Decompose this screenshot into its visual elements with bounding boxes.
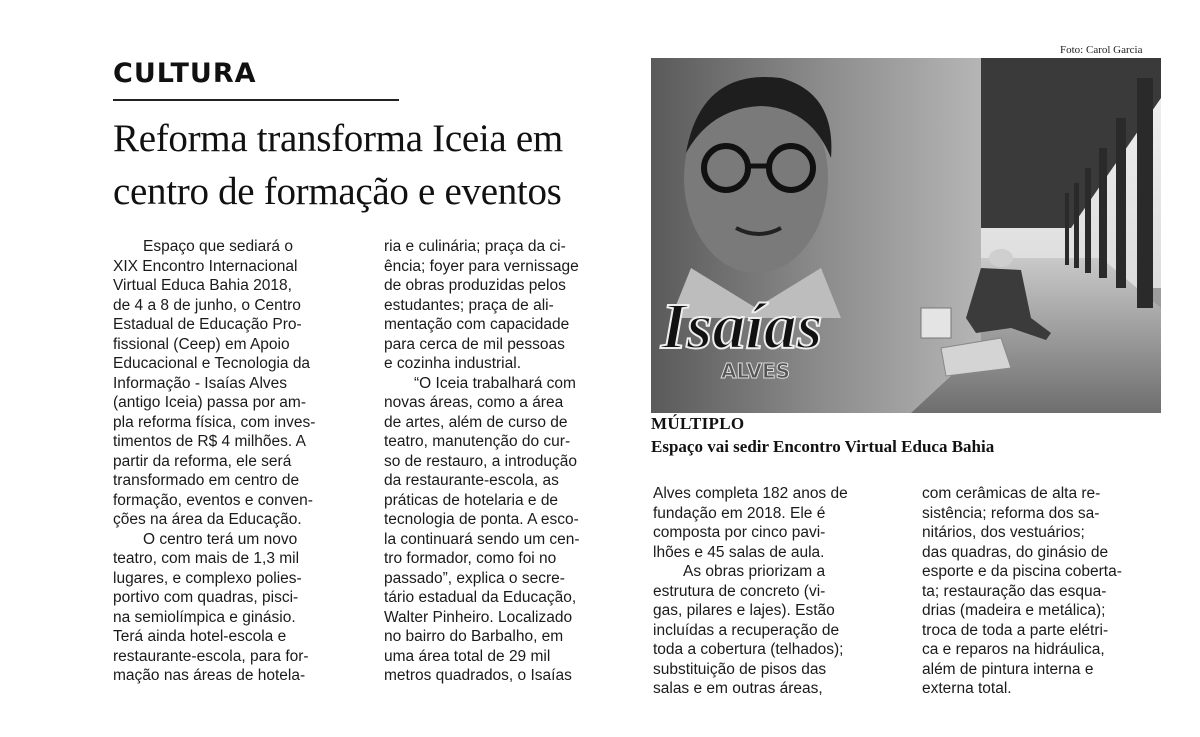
pillar <box>1085 168 1091 273</box>
text-line: Estadual de Educação Pro- <box>113 316 302 333</box>
section-label: CULTURA <box>113 58 257 89</box>
text-line: passado”, explica o secre- <box>384 569 565 587</box>
headline-line-1: Reforma transforma Iceia em <box>113 117 563 160</box>
text-line: so de restauro, a introdução <box>384 452 578 470</box>
text-line: ria e culinária; praça da ci- <box>384 238 566 255</box>
text-line: tro formador, como foi no <box>384 550 557 567</box>
text-line: com cerâmicas de alta re- <box>922 485 1101 502</box>
text-line: lhões e 45 salas de aula. <box>653 543 825 561</box>
text-line: além de pintura interna e <box>922 660 1094 678</box>
text-line: substituição de pisos das <box>653 660 827 678</box>
text-line: portivo com quadras, pisci- <box>113 589 299 606</box>
text-line: restaurante-escola, para for- <box>113 647 309 665</box>
text-line: “O Iceia trabalhará com <box>414 374 576 392</box>
text-line: tário estadual da Educação, <box>384 589 577 606</box>
text-line: esporte e da piscina coberta- <box>922 563 1122 580</box>
text-line: Espaço que sediará o <box>143 238 293 255</box>
mural-text: Isaías <box>661 290 823 363</box>
text-line: toda a cobertura (telhados); <box>653 641 844 658</box>
text-line: Virtual Educa Bahia 2018, <box>113 277 292 294</box>
text-line: ta; restauração das esqua- <box>922 582 1107 600</box>
mural-subtext: ALVES <box>721 359 791 383</box>
text-line: transformado em centro de <box>113 472 300 489</box>
headline <box>113 112 673 218</box>
text-line: Alves completa 182 anos de <box>653 485 848 502</box>
article-column-4 <box>922 484 1161 699</box>
text-line: nitários, dos vestuários; <box>922 524 1085 541</box>
text-line: na semiolímpica e ginásio. <box>113 608 296 626</box>
text-line: la continuará sendo um cen- <box>384 530 580 548</box>
text-line: de obras produzidas pelos <box>384 277 566 294</box>
text-line: metros quadrados, o Isaías <box>384 667 572 684</box>
text-line: ções na área da Educação. <box>113 511 302 528</box>
text-line: salas e em outras áreas, <box>653 680 823 697</box>
text-line: ência; foyer para vernissage <box>384 257 579 275</box>
text-line: gas, pilares e lajes). Estão <box>653 602 835 619</box>
text-line: drias (madeira e metálica); <box>922 602 1106 619</box>
photo-credit: Foto: Carol Garcia <box>1060 44 1143 56</box>
text-line: mentação com capacidade <box>384 316 570 333</box>
text-line: formação, eventos e conven- <box>113 491 313 509</box>
text-line: para cerca de mil pessoas <box>384 335 565 353</box>
caption-title: MÚLTIPLO <box>651 414 745 433</box>
text-line: das quadras, do ginásio de <box>922 543 1109 561</box>
text-line: timentos de R$ 4 milhões. A <box>113 433 306 450</box>
text-line: fundação em 2018. Ele é <box>653 504 826 522</box>
text-line: práticas de hotelaria e de <box>384 491 559 509</box>
article-column-2 <box>384 237 625 686</box>
text-line: O centro terá um novo <box>143 530 298 548</box>
text-line: uma área total de 29 mil <box>384 647 551 665</box>
text-line: da restaurante-escola, as <box>384 472 559 489</box>
pillar <box>1137 78 1153 308</box>
text-line: (antigo Iceia) passa por am- <box>113 394 306 411</box>
text-line: ca e reparos na hidráulica, <box>922 641 1105 658</box>
text-line: de artes, além de curso de <box>384 413 568 431</box>
text-line: e cozinha industrial. <box>384 355 521 372</box>
caption-text: Espaço vai sedir Encontro Virtual Educa Bahia <box>651 437 995 456</box>
text-line: incluídas a recuperação de <box>653 621 840 639</box>
text-line: partir da reforma, ele será <box>113 452 292 470</box>
text-line: troca de toda a parte elétri- <box>922 621 1109 639</box>
text-line: teatro, manutenção do cur- <box>384 433 571 450</box>
article-photo <box>651 58 1161 413</box>
text-line: teatro, com mais de 1,3 mil <box>113 550 300 567</box>
text-line: fissional (Ceep) em Apoio <box>113 335 290 353</box>
article-column-3 <box>653 484 891 699</box>
article-column-1 <box>113 237 354 686</box>
section-rule <box>113 99 399 101</box>
pillar <box>1099 148 1107 278</box>
text-line: de 4 a 8 de junho, o Centro <box>113 296 301 314</box>
text-line: mação nas áreas de hotela- <box>113 667 306 684</box>
photo-illustration <box>651 58 1161 413</box>
text-line: Terá ainda hotel-escola e <box>113 628 287 645</box>
text-line: tecnologia de ponta. A esco- <box>384 511 579 528</box>
text-line: pla reforma física, com inves- <box>113 413 316 431</box>
pillar <box>1074 183 1079 268</box>
text-line: Educacional e Tecnologia da <box>113 355 311 372</box>
text-line: sistência; reforma dos sa- <box>922 504 1100 522</box>
pillar <box>1065 193 1069 265</box>
headline-line-2: centro de formação e eventos <box>113 170 562 213</box>
text-line: Walter Pinheiro. Localizado <box>384 608 573 626</box>
pillar <box>1116 118 1126 288</box>
text-line: no bairro do Barbalho, em <box>384 628 564 645</box>
paint-bucket <box>921 308 951 338</box>
text-line: externa total. <box>922 680 1012 697</box>
text-line: estudantes; praça de ali- <box>384 296 554 314</box>
text-line: novas áreas, como a área <box>384 394 564 411</box>
text-line: Informação - Isaías Alves <box>113 374 288 392</box>
text-line: As obras priorizam a <box>683 563 826 580</box>
text-line: lugares, e complexo polies- <box>113 569 302 587</box>
worker-helmet <box>989 249 1013 267</box>
text-line: composta por cinco pavi- <box>653 524 826 541</box>
text-line: XIX Encontro Internacional <box>113 257 298 275</box>
text-line: estrutura de concreto (vi- <box>653 582 826 600</box>
